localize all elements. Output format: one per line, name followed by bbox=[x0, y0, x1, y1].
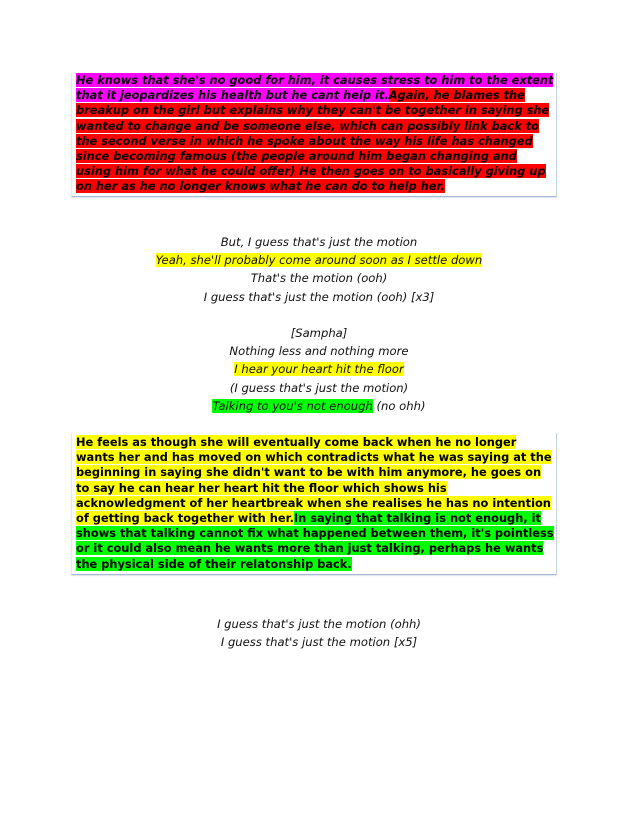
lyric-line: Nothing less and nothing more bbox=[229, 344, 409, 359]
note-1-segment-1: He knows that she's no good for him, it causes stress to him to the extent that it jeopardizes his health but he cant help it. bbox=[76, 73, 554, 103]
note-2-segment-2: In saying that talking is not enough, it shows that talking cannot fix what happened between them, it's pointless or it could also mean he wants more than just talking, perhaps he wants the physical side of their relatonship back. bbox=[76, 511, 554, 571]
lyric-line: Talking to you's not enough (no ohh) bbox=[212, 398, 426, 413]
lyric-line: That's the motion (ooh) bbox=[250, 271, 388, 286]
lyric-line: I hear your heart hit the floor bbox=[234, 362, 404, 377]
analysis-note-2-text bbox=[76, 435, 554, 572]
lyric-line: I guess that's just the motion (ohh) bbox=[217, 617, 421, 631]
note-2-segment-1: He feels as though she will eventually come back when he no longer wants her and has moved on which contradicts what he was saying at the beginning in saying she didn't want to be with him anymore, he goes on to say he can hear her heart hit the floor which shows his acknowledgment of her heartbreak when she realises he has no intention of getting back together with her. bbox=[76, 435, 552, 526]
analysis-note-1 bbox=[71, 73, 557, 197]
lyric-line: (I guess that's just the motion) bbox=[229, 380, 409, 395]
lyric-line: I guess that's just the motion (ooh) [x3] bbox=[203, 289, 435, 304]
lyric-line: But, I guess that's just the motion bbox=[220, 235, 418, 249]
lyric-spacer bbox=[0, 306, 638, 324]
analysis-note-1-text bbox=[76, 73, 554, 195]
analysis-note-2 bbox=[71, 433, 557, 575]
lyric-line: [Sampha] bbox=[290, 326, 348, 340]
lyrics-block-1 bbox=[0, 233, 638, 415]
lyrics-block-2 bbox=[0, 615, 638, 651]
lyric-line: I guess that's just the motion [x5] bbox=[220, 635, 418, 650]
lyric-line: Yeah, she'll probably come around soon as I settle down bbox=[155, 253, 483, 268]
note-1-segment-2: Again, he blames the breakup on the girl but explains why they can't be together in saying she wanted to change and be someone else, which can possibly link back to the second verse in which he spoke about the way his life has changed since becoming famous (the people around him began changing and using him for what he could offer) He then goes on to basically giving up on her as he no longer knows what he can do to help her. bbox=[76, 88, 550, 194]
